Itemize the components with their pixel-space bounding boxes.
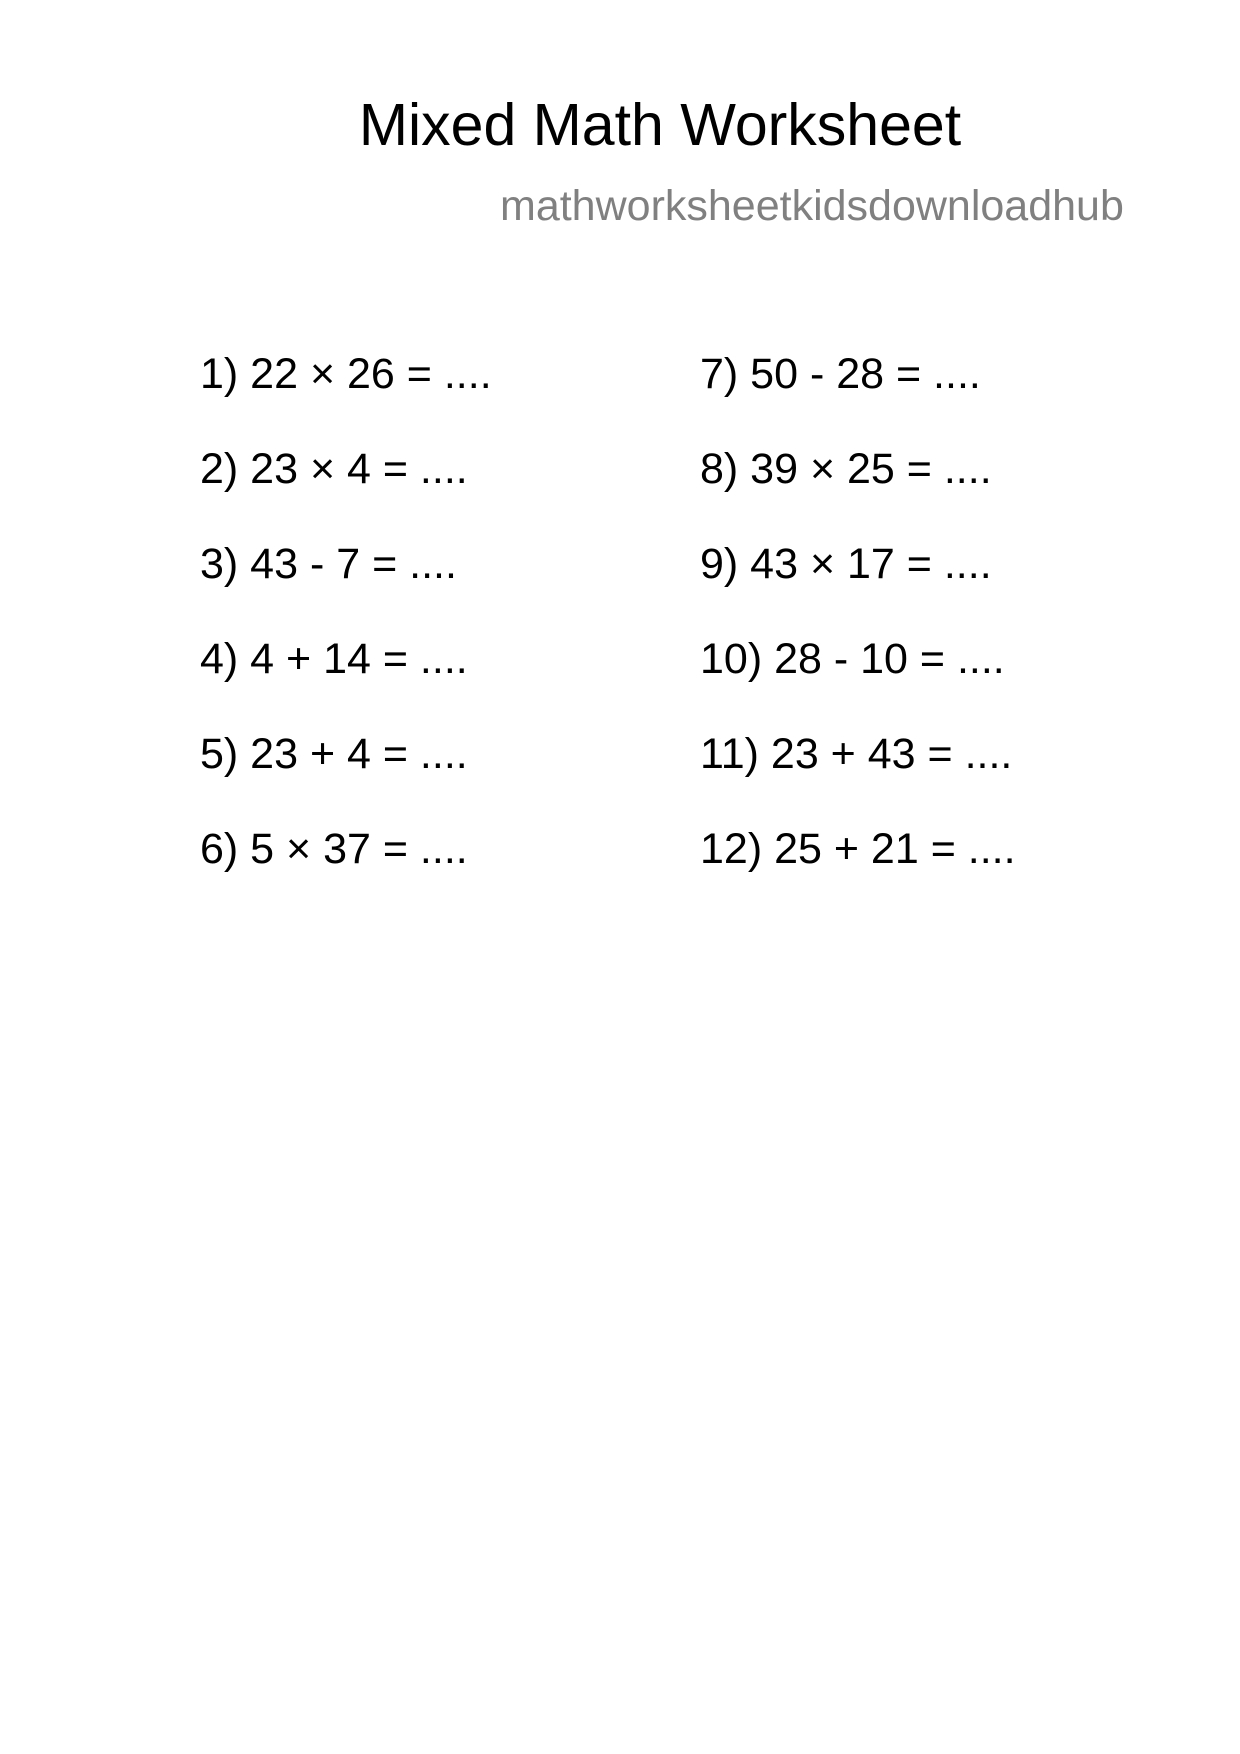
problem-column-right: [700, 350, 1160, 920]
page-title: Mixed Math Worksheet: [358, 92, 962, 158]
problem-column-left: [200, 350, 660, 920]
problem-7: 7) 50 - 28 = ....: [700, 350, 981, 398]
problem-8: 8) 39 × 25 = ....: [700, 445, 992, 493]
problem-4: 4) 4 + 14 = ....: [200, 635, 468, 683]
problem-9: 9) 43 × 17 = ....: [700, 540, 992, 588]
problem-1: 1) 22 × 26 = ....: [200, 350, 492, 398]
problem-10: 10) 28 - 10 = ....: [700, 635, 1005, 683]
problem-6: 6) 5 × 37 = ....: [200, 825, 468, 873]
problem-grid: [200, 350, 1100, 873]
problem-12: 12) 25 + 21 = ....: [700, 825, 1016, 873]
problem-2: 2) 23 × 4 = ....: [200, 445, 468, 493]
problem-5: 5) 23 + 4 = ....: [200, 730, 468, 778]
source-watermark: mathworksheetkidsdownloadhub: [500, 182, 1124, 230]
problem-3: 3) 43 - 7 = ....: [200, 540, 457, 588]
problem-11: 11) 23 + 43 = ....: [700, 730, 1013, 778]
